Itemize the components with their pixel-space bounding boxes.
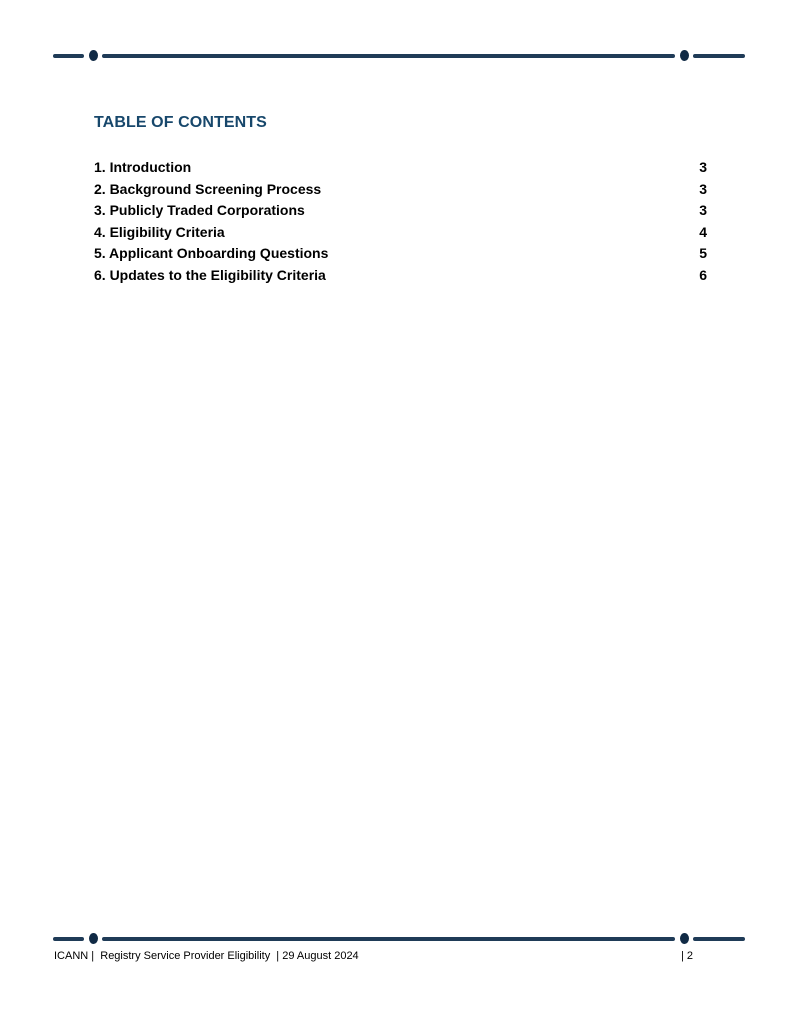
toc-entry[interactable] [94, 179, 707, 201]
footer-document-info: ICANN | Registry Service Provider Eligibility | 29 August 2024 [54, 950, 359, 962]
divider-segment [53, 54, 84, 58]
toc-entry[interactable] [94, 200, 707, 222]
toc-entry-label: 5. Applicant Onboarding Questions [94, 245, 329, 262]
divider-segment [693, 937, 745, 941]
toc-entry-label: 1. Introduction [94, 159, 192, 175]
toc-list [94, 157, 707, 287]
toc-entry[interactable] [94, 157, 707, 179]
divider-segment [102, 937, 675, 941]
toc-entry-page: 3 [699, 202, 707, 219]
divider-segment [53, 937, 84, 941]
divider-dot-icon [680, 933, 689, 944]
divider-dot-icon [89, 933, 98, 944]
toc-entry[interactable] [94, 243, 707, 265]
toc-entry[interactable] [94, 222, 707, 244]
toc-entry-page: 3 [699, 159, 707, 175]
footer-page-number: | 2 [681, 950, 694, 962]
header-divider [53, 50, 745, 62]
toc-entry-label: 2. Background Screening Process [94, 180, 322, 197]
toc-entry-label: 3. Publicly Traded Corporations [94, 202, 305, 219]
toc-entry-page: 3 [699, 180, 707, 197]
footer-divider [53, 933, 745, 945]
toc-entry-label: 6. Updates to the Eligibility Criteria [94, 266, 326, 283]
toc-title: TABLE OF CONTENTS [94, 114, 267, 131]
toc-entry-page: 5 [699, 245, 707, 262]
divider-dot-icon [89, 50, 98, 61]
divider-segment [102, 54, 675, 58]
divider-segment [693, 54, 745, 58]
toc-entry-page: 6 [699, 266, 707, 283]
toc-entry-label: 4. Eligibility Criteria [94, 223, 225, 240]
toc-entry[interactable] [94, 265, 707, 287]
toc-entry-page: 4 [699, 223, 707, 240]
divider-dot-icon [680, 50, 689, 61]
